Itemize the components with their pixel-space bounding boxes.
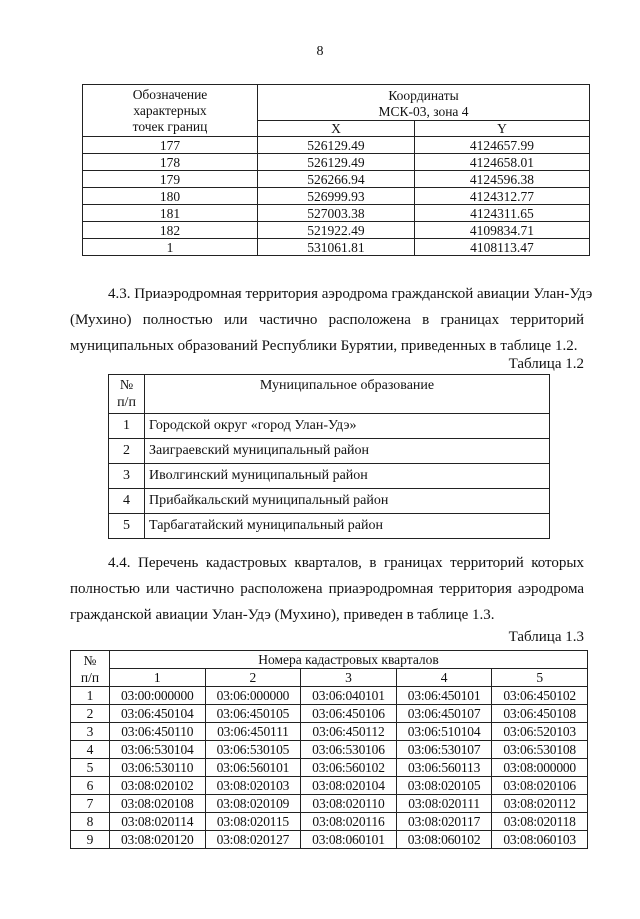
table-row [83, 239, 590, 256]
point-label-line: точек границ [132, 119, 208, 134]
table-row [83, 205, 590, 222]
cadastral-number-cell: 03:06:000000 [205, 687, 301, 705]
y-coordinate-cell: 4124658.01 [414, 154, 589, 171]
cadastral-number-cell: 03:06:040101 [301, 687, 397, 705]
row-number-cell: 6 [71, 777, 110, 795]
cadastral-number-cell: 03:06:510104 [396, 723, 492, 741]
table-row [71, 759, 588, 777]
x-coordinate-cell: 527003.38 [258, 205, 415, 222]
table-row [109, 489, 550, 514]
cadastral-group-header: Номера кадастровых кварталов [110, 651, 588, 669]
table-row [71, 831, 588, 849]
table-row [71, 777, 588, 795]
cadastral-number-cell: 03:08:020127 [205, 831, 301, 849]
row-number-cell: 9 [71, 831, 110, 849]
x-coordinate-cell: 526129.49 [258, 154, 415, 171]
row-number-cell: 2 [109, 439, 145, 464]
table-row [83, 222, 590, 239]
point-id-cell: 181 [83, 205, 258, 222]
table-1-3-caption: Таблица 1.3 [508, 629, 584, 645]
cadastral-number-cell: 03:06:560102 [301, 759, 397, 777]
table-row [71, 723, 588, 741]
table-row [109, 414, 550, 439]
table-1-2-caption: Таблица 1.2 [508, 356, 584, 372]
paragraph-line: гражданской авиации Улан-Удэ (Мухино), приведен в таблице 1.3. [70, 607, 495, 623]
paragraph-line: (Мухино) полностью или частично расположена в границах территорий [70, 312, 584, 328]
point-id-cell: 177 [83, 137, 258, 154]
page-number: 8 [316, 44, 324, 59]
municipality-name-cell: Заиграевский муниципальный район [145, 439, 550, 464]
table-row [71, 705, 588, 723]
y-column-header: Y [414, 120, 589, 136]
row-number-cell: 4 [71, 741, 110, 759]
point-id-cell: 1 [83, 239, 258, 256]
cadastral-number-cell: 03:08:020114 [110, 813, 206, 831]
point-id-cell: 182 [83, 222, 258, 239]
table-row [83, 171, 590, 188]
x-coordinate-cell: 521922.49 [258, 222, 415, 239]
cadastral-column-header: 4 [396, 669, 492, 687]
cadastral-number-cell: 03:08:060102 [396, 831, 492, 849]
municipality-column-header: Муниципальное образование [145, 375, 550, 414]
x-coordinate-cell: 526999.93 [258, 188, 415, 205]
section-4-3-paragraph [70, 281, 593, 359]
paragraph-line: муниципальных образований Республики Бурятии, приведенных в таблице 1.2. [70, 338, 578, 354]
number-column-header [71, 651, 110, 687]
cadastral-number-cell: 03:06:530110 [110, 759, 206, 777]
cadastral-number-cell: 03:06:450102 [492, 687, 588, 705]
table-row [83, 137, 590, 154]
row-number-cell: 3 [71, 723, 110, 741]
municipality-name-cell: Иволгинский муниципальный район [145, 464, 550, 489]
municipalities-table [108, 374, 550, 539]
coordinate-system-header: МСК-03, зона 4 [258, 103, 590, 120]
table-row [71, 687, 588, 705]
cadastral-number-cell: 03:06:450111 [205, 723, 301, 741]
number-header-line: № [83, 652, 97, 668]
cadastral-number-cell: 03:08:020120 [110, 831, 206, 849]
cadastral-number-cell: 03:08:060101 [301, 831, 397, 849]
cadastral-column-header: 2 [205, 669, 301, 687]
point-id-cell: 180 [83, 188, 258, 205]
row-number-cell: 1 [109, 414, 145, 439]
cadastral-number-cell: 03:06:560113 [396, 759, 492, 777]
cadastral-quarters-table [70, 650, 588, 849]
y-coordinate-cell: 4124596.38 [414, 171, 589, 188]
cadastral-number-cell: 03:08:020106 [492, 777, 588, 795]
cadastral-number-cell: 03:08:020116 [301, 813, 397, 831]
cadastral-number-cell: 03:08:020104 [301, 777, 397, 795]
row-number-cell: 5 [109, 514, 145, 539]
cadastral-number-cell: 03:08:000000 [492, 759, 588, 777]
point-label-header [83, 85, 258, 137]
row-number-cell: 4 [109, 489, 145, 514]
y-coordinate-cell: 4108113.47 [414, 239, 589, 256]
table-row [83, 188, 590, 205]
x-coordinate-cell: 526129.49 [258, 137, 415, 154]
table-row [71, 795, 588, 813]
number-header-line: п/п [117, 395, 136, 410]
cadastral-number-cell: 03:00:000000 [110, 687, 206, 705]
cadastral-number-cell: 03:06:450110 [110, 723, 206, 741]
cadastral-number-cell: 03:06:450101 [396, 687, 492, 705]
cadastral-number-cell: 03:06:450106 [301, 705, 397, 723]
table-row [83, 154, 590, 171]
cadastral-number-cell: 03:06:560101 [205, 759, 301, 777]
cadastral-column-header: 1 [110, 669, 206, 687]
row-number-cell: 5 [71, 759, 110, 777]
table-row [109, 464, 550, 489]
cadastral-number-cell: 03:06:450107 [396, 705, 492, 723]
y-coordinate-cell: 4124312.77 [414, 188, 589, 205]
cadastral-number-cell: 03:08:020105 [396, 777, 492, 795]
number-column-header [109, 375, 145, 414]
paragraph-line: 4.4. Перечень кадастровых кварталов, в границах территорий которых [108, 555, 584, 571]
coordinates-header: Координаты [258, 85, 590, 104]
paragraph-line: 4.3. Приаэродромная территория аэродрома гражданской авиации Улан-Удэ [108, 286, 593, 302]
point-id-cell: 179 [83, 171, 258, 188]
municipality-name-cell: Тарбагатайский муниципальный район [145, 514, 550, 539]
paragraph-line: полностью или частично расположена приаэродромная территория аэродрома [70, 581, 584, 597]
cadastral-number-cell: 03:08:020117 [396, 813, 492, 831]
x-coordinate-cell: 526266.94 [258, 171, 415, 188]
cadastral-number-cell: 03:06:530106 [301, 741, 397, 759]
cadastral-number-cell: 03:06:530107 [396, 741, 492, 759]
point-label-line: Обозначение [132, 87, 208, 102]
cadastral-number-cell: 03:06:450105 [205, 705, 301, 723]
section-4-4-paragraph [70, 550, 584, 628]
cadastral-number-cell: 03:08:020111 [396, 795, 492, 813]
table-row [71, 741, 588, 759]
row-number-cell: 2 [71, 705, 110, 723]
cadastral-number-cell: 03:08:020110 [301, 795, 397, 813]
row-number-cell: 1 [71, 687, 110, 705]
table-row [109, 514, 550, 539]
cadastral-number-cell: 03:06:520103 [492, 723, 588, 741]
y-coordinate-cell: 4124657.99 [414, 137, 589, 154]
cadastral-number-cell: 03:06:530108 [492, 741, 588, 759]
row-number-cell: 3 [109, 464, 145, 489]
cadastral-number-cell: 03:06:530105 [205, 741, 301, 759]
cadastral-number-cell: 03:08:020103 [205, 777, 301, 795]
cadastral-number-cell: 03:08:020108 [110, 795, 206, 813]
cadastral-column-header: 3 [301, 669, 397, 687]
row-number-cell: 8 [71, 813, 110, 831]
coordinates-table [82, 84, 590, 256]
x-coordinate-cell: 531061.81 [258, 239, 415, 256]
cadastral-number-cell: 03:08:060103 [492, 831, 588, 849]
cadastral-number-cell: 03:06:450104 [110, 705, 206, 723]
number-header-line: № [119, 378, 134, 393]
point-label-line: характерных [133, 103, 207, 118]
table-row [109, 439, 550, 464]
cadastral-column-header: 5 [492, 669, 588, 687]
cadastral-number-cell: 03:08:020115 [205, 813, 301, 831]
cadastral-number-cell: 03:08:020102 [110, 777, 206, 795]
y-coordinate-cell: 4124311.65 [414, 205, 589, 222]
row-number-cell: 7 [71, 795, 110, 813]
number-header-line: п/п [80, 669, 100, 685]
cadastral-number-cell: 03:08:020109 [205, 795, 301, 813]
x-column-header: X [258, 120, 415, 136]
municipality-name-cell: Городской округ «город Улан-Удэ» [145, 414, 550, 439]
point-id-cell: 178 [83, 154, 258, 171]
cadastral-number-cell: 03:06:450112 [301, 723, 397, 741]
table-row [71, 813, 588, 831]
municipality-name-cell: Прибайкальский муниципальный район [145, 489, 550, 514]
cadastral-number-cell: 03:08:020118 [492, 813, 588, 831]
cadastral-number-cell: 03:06:450108 [492, 705, 588, 723]
cadastral-number-cell: 03:06:530104 [110, 741, 206, 759]
y-coordinate-cell: 4109834.71 [414, 222, 589, 239]
cadastral-number-cell: 03:08:020112 [492, 795, 588, 813]
